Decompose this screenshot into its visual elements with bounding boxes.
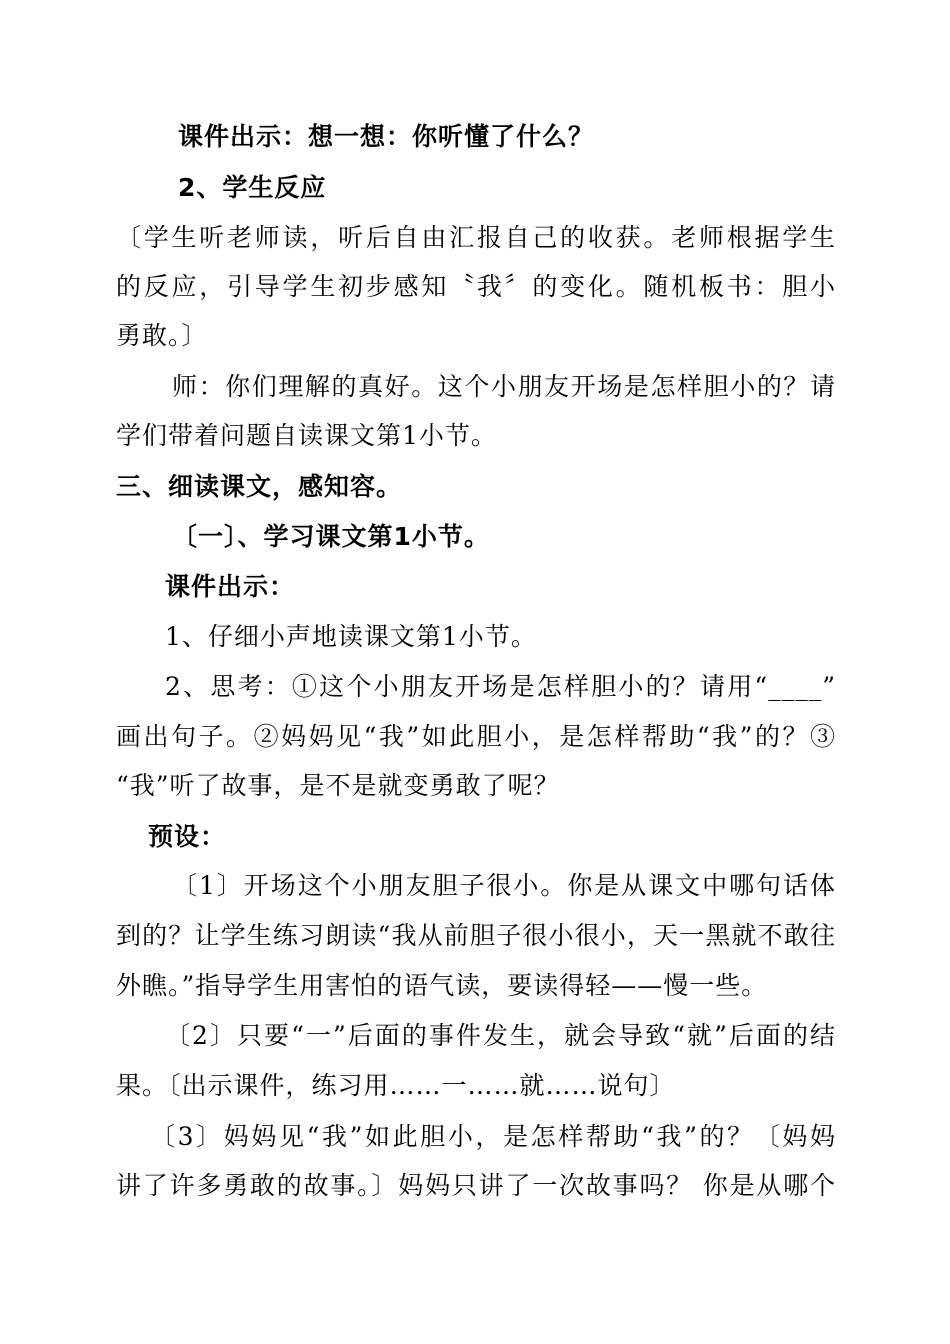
task-item: 2、思考：①这个小朋友开场是怎样胆小的？请用“____” — [165, 672, 836, 701]
paragraph-line: 学们带着问题自读课文第1小节。 — [116, 421, 497, 450]
paragraph-line: 的反应，引导学生初步感知〝我〞的变化。随机板书：胆小 — [116, 272, 836, 301]
section-heading-close-reading: 三、细读课文，感知容。 — [116, 472, 403, 501]
paragraph-line: 〔3〕妈妈见“我”如此胆小，是怎样帮助“我”的？〔妈妈 — [150, 1122, 836, 1151]
paragraph-line: 外瞧。”指导学生用害怕的语气读，要读得轻——慢一些。 — [116, 971, 768, 1000]
preset-label: 预设： — [148, 822, 227, 851]
paragraph-line: 〔2〕只要“一”后面的事件发生，就会导致“就”后面的结 — [165, 1021, 836, 1050]
paragraph-line: 〔学生听老师读，听后自由汇报自己的收获。老师根据学生 — [116, 223, 836, 252]
task-item: 1、仔细小声地读课文第1小节。 — [165, 622, 537, 651]
section-heading-student-response: 2、学生反应 — [178, 173, 327, 202]
paragraph-line: 果。〔出示课件，练习用……一……就……说句〕 — [116, 1071, 676, 1100]
courseware-prompt-line: 课件出示：想一想：你听懂了什么？ — [178, 122, 595, 151]
paragraph-line: 到的？让学生练习朗读“我从前胆子很小很小，天一黑就不敢往 — [116, 921, 836, 950]
paragraph-line: 画出句子。②妈妈见“我”如此胆小，是怎样帮助“我”的？③ — [116, 722, 836, 751]
paragraph-line: 师：你们理解的真好。这个小朋友开场是怎样胆小的？请 — [172, 372, 836, 401]
paragraph-line: 讲了许多勇敢的故事。〕妈妈只讲了一次故事吗？ 你是从哪个 — [116, 1171, 836, 1200]
paragraph-line: 勇敢。〕 — [116, 321, 208, 350]
paragraph-line: 〔1〕开场这个小朋友胆子很小。你是从课文中哪句话体 — [172, 871, 836, 900]
subsection-heading: 〔一〕、学习课文第1小节。 — [172, 522, 490, 551]
paragraph-line: “我”听了故事，是不是就变勇敢了呢？ — [116, 771, 560, 800]
courseware-label: 课件出示： — [165, 572, 296, 601]
